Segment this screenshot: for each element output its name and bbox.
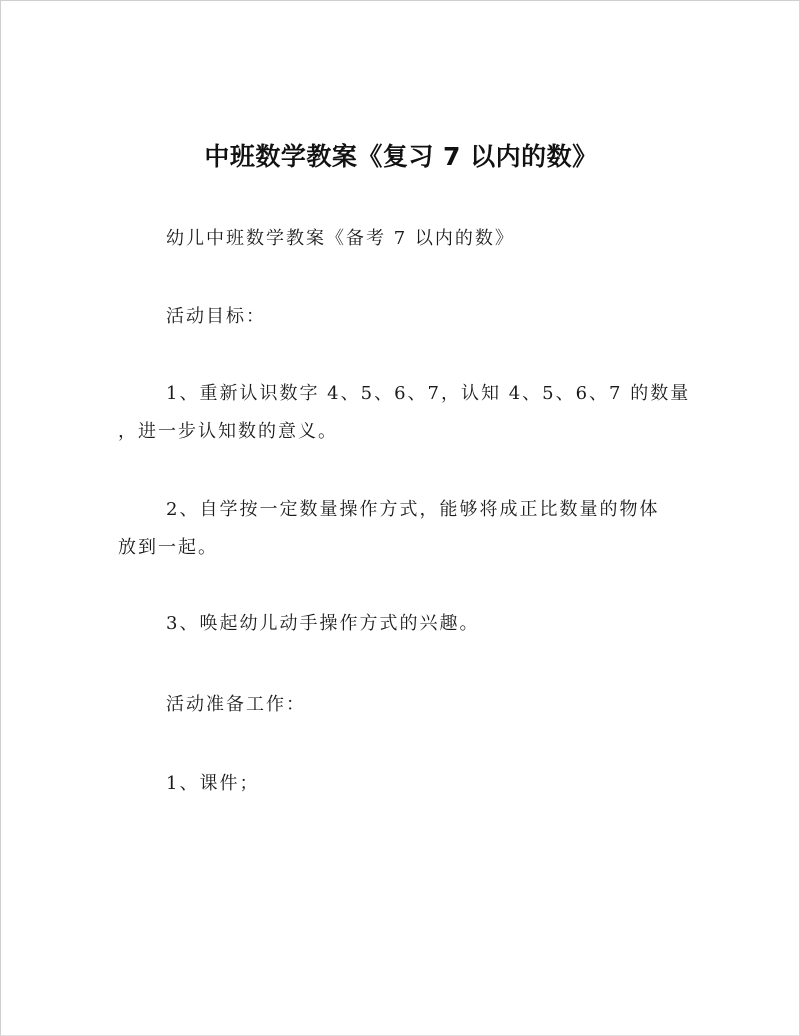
- paragraph-line: 3、唤起幼儿动手操作方式的兴趣。: [166, 613, 480, 634]
- paragraph-line: 1、重新认识数字 4、5、6、7，认知 4、5、6、7 的数量: [166, 383, 691, 404]
- paragraph-line: 2、自学按一定数量操作方式，能够将成正比数量的物体: [166, 499, 660, 520]
- paragraph-subtitle: [118, 220, 688, 258]
- paragraph-line: 放到一起。: [118, 537, 218, 558]
- paragraph-line: ，进一步认知数的意义。: [118, 421, 338, 442]
- paragraph-line: 活动准备工作：: [166, 694, 306, 715]
- paragraph-objectives-heading: [118, 298, 688, 336]
- paragraph-objective-2: [118, 491, 688, 567]
- paragraph-line: 1、课件；: [166, 773, 260, 794]
- paragraph-objective-1: [118, 375, 691, 451]
- paragraph-preparation-heading: [118, 686, 688, 724]
- document-title: 中班数学教案《复习 7 以内的数》: [204, 142, 598, 171]
- paragraph-line: 活动目标：: [166, 306, 266, 327]
- paragraph-objective-3: [118, 605, 688, 643]
- paragraph-preparation-1: [118, 765, 688, 803]
- paragraph-line: 幼儿中班数学教案《备考 7 以内的数》: [166, 228, 515, 249]
